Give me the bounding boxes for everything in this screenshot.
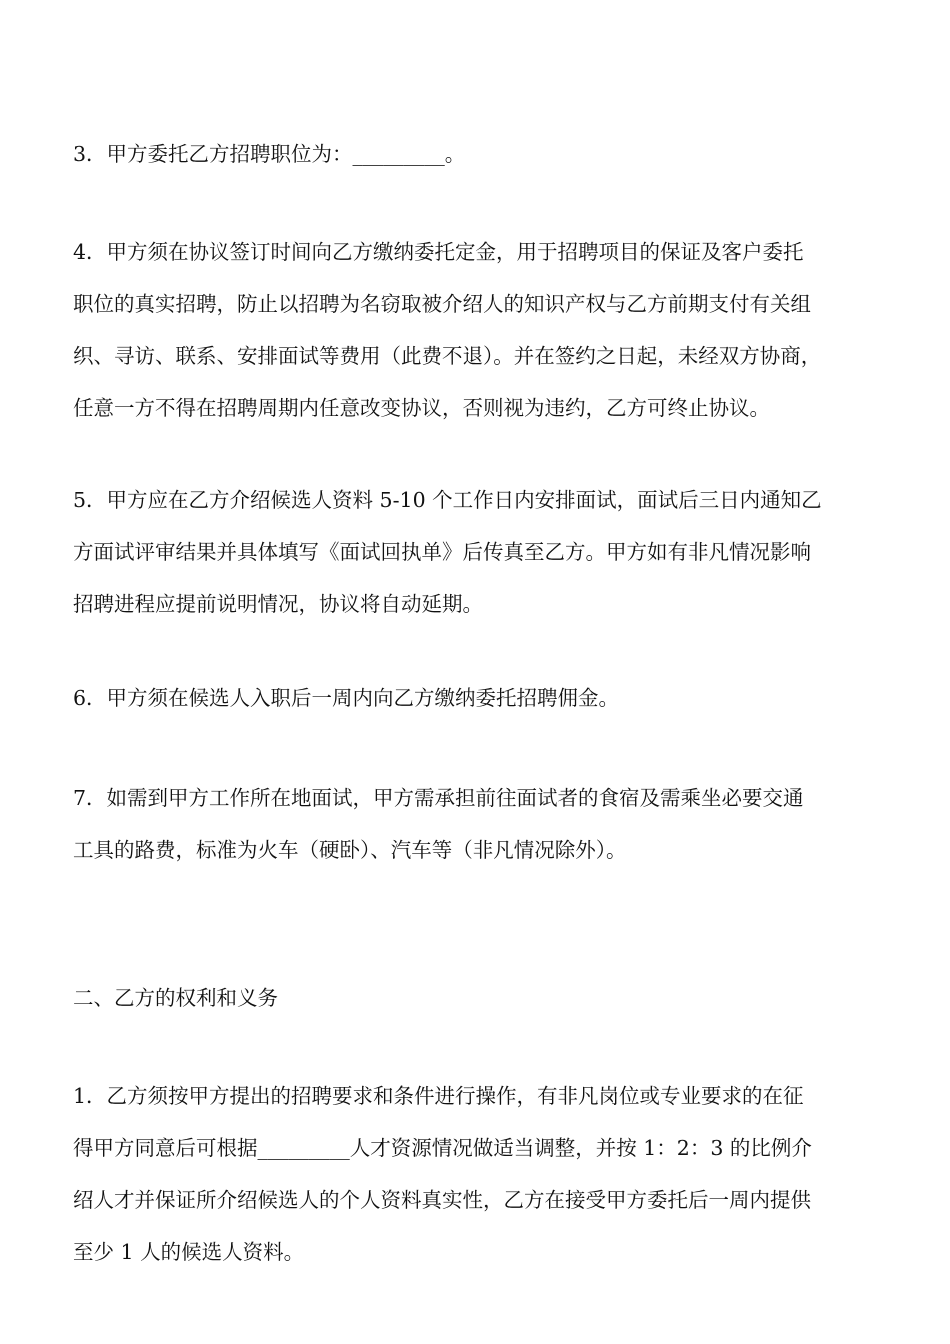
section-heading-party-b — [73, 972, 883, 1024]
section-heading: 二、乙方的权利和义务 — [73, 986, 278, 1010]
clause-a-5 — [73, 474, 883, 630]
clause-a-4 — [73, 226, 883, 434]
text-line: 7．如需到甲方工作所在地面试，甲方需承担前往面试者的食宿及需乘坐必要交通 — [73, 786, 804, 810]
clause-a-7 — [73, 772, 883, 876]
text-line: 任意一方不得在招聘周期内任意改变协议，否则视为违约，乙方可终止协议。 — [73, 396, 770, 420]
clause-a-6 — [73, 672, 883, 724]
text-line: 得甲方同意后可根据_________人才资源情况做适当调整，并按 1：2：3 的比例介 — [73, 1136, 812, 1160]
clause-a-3 — [73, 128, 883, 180]
text-line: 3．甲方委托乙方招聘职位为：_________。 — [73, 142, 466, 166]
text-line: 5．甲方应在乙方介绍候选人资料 5-10 个工作日内安排面试，面试后三日内通知乙 — [73, 488, 822, 512]
text-line: 1．乙方须按甲方提出的招聘要求和条件进行操作，有非凡岗位或专业要求的在征 — [73, 1084, 804, 1108]
text-line: 6．甲方须在候选人入职后一周内向乙方缴纳委托招聘佣金。 — [73, 686, 620, 710]
clause-b-1 — [73, 1070, 883, 1278]
text-line: 绍人才并保证所介绍候选人的个人资料真实性，乙方在接受甲方委托后一周内提供 — [73, 1188, 811, 1212]
text-line: 方面试评审结果并具体填写《面试回执单》后传真至乙方。甲方如有非凡情况影响 — [73, 540, 811, 564]
text-line: 至少 1 人的候选人资料。 — [73, 1240, 305, 1264]
text-line: 工具的路费，标准为火车（硬卧）、汽车等（非凡情况除外）。 — [73, 838, 627, 862]
text-line: 招聘进程应提前说明情况，协议将自动延期。 — [73, 592, 483, 616]
text-line: 织、寻访、联系、安排面试等费用（此费不退）。并在签约之日起，未经双方协商， — [73, 344, 822, 368]
text-line: 职位的真实招聘，防止以招聘为名窃取被介绍人的知识产权与乙方前期支付有关组 — [73, 292, 811, 316]
text-line: 4．甲方须在协议签订时间向乙方缴纳委托定金，用于招聘项目的保证及客户委托 — [73, 240, 804, 264]
